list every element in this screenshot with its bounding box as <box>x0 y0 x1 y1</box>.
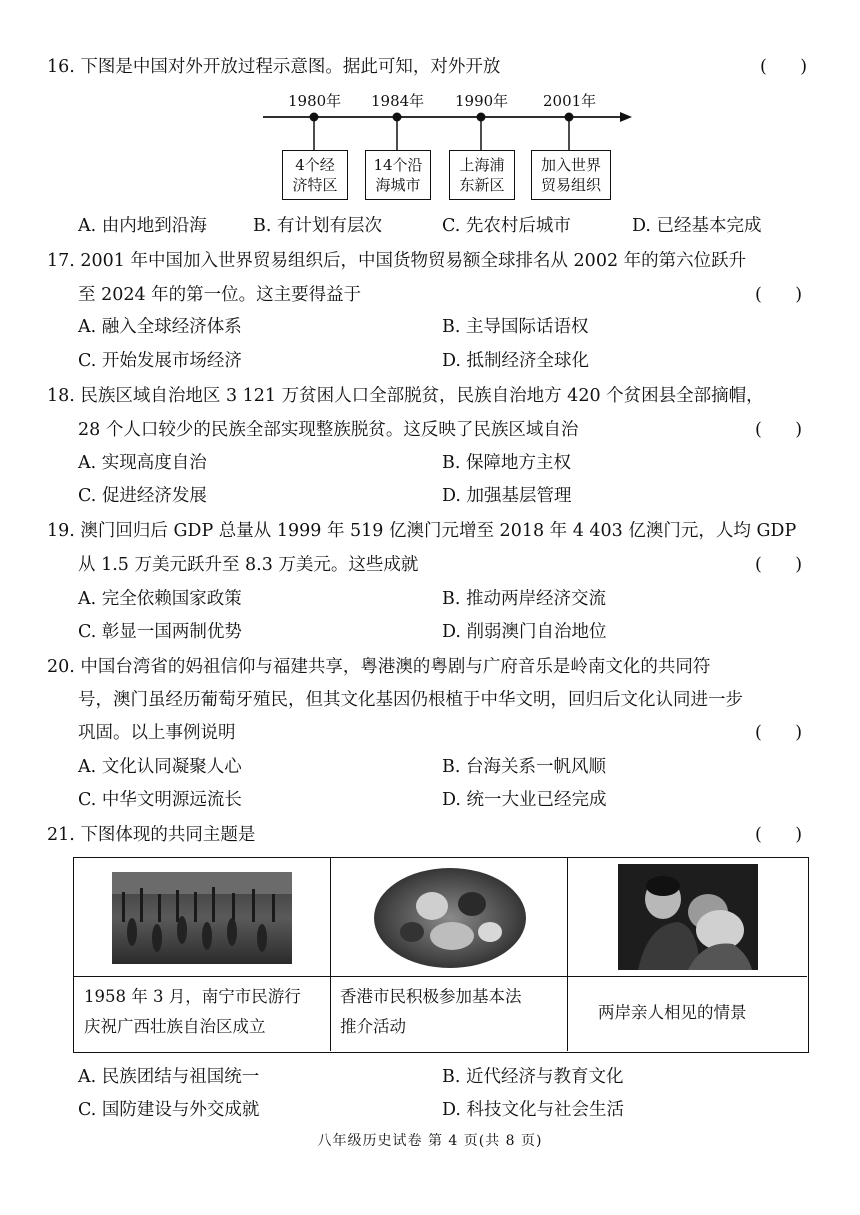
q17-option-b[interactable]: B. 主导国际话语权 <box>442 317 589 337</box>
hongkong-crowd-photo <box>372 866 528 970</box>
q17-answer-bracket[interactable]: ( ) <box>755 285 803 305</box>
timeline-year: 1990年 <box>455 92 509 110</box>
q17-option-a[interactable]: A. 融入全球经济体系 <box>78 317 242 337</box>
event-line: 东新区 <box>459 176 505 194</box>
q20-option-c[interactable]: C. 中华文明源远流长 <box>78 790 242 810</box>
q16-option-d[interactable]: D. 已经基本完成 <box>632 216 762 236</box>
event-line: 海城市 <box>375 176 421 194</box>
event-line: 贸易组织 <box>540 176 601 194</box>
photo3-caption <box>598 998 747 1028</box>
q18-option-c[interactable]: C. 促进经济发展 <box>78 486 207 506</box>
caption-line: 庆祝广西壮族自治区成立 <box>84 1017 266 1036</box>
q20-stem-line: 20. 中国台湾省的妈祖信仰与福建共享，粤港澳的粤剧与广府音乐是岭南文化的共同符 <box>47 657 711 677</box>
timeline-event-box <box>449 150 515 200</box>
q21-answer-bracket[interactable]: ( ) <box>755 825 803 845</box>
timeline-event-box <box>282 150 348 200</box>
q20-stem-line: 巩固。以上事例说明 <box>78 723 236 743</box>
q17-option-d[interactable]: D. 抵制经济全球化 <box>442 351 590 371</box>
event-line: 14个沿 <box>373 156 423 174</box>
q18-stem-line: 18. 民族区域自治地区 3 121 万贫困人口全部脱贫，民族自治地方 420 个贫困县全部摘帽， <box>47 386 764 406</box>
timeline-event-box <box>365 150 431 200</box>
timeline-year: 1980年 <box>288 92 342 110</box>
q19-option-b[interactable]: B. 推动两岸经济交流 <box>442 589 606 609</box>
q20-answer-bracket[interactable]: ( ) <box>755 723 803 743</box>
timeline-event-box <box>531 150 611 200</box>
q20-option-a[interactable]: A. 文化认同凝聚人心 <box>78 757 242 777</box>
q16-option-a[interactable]: A. 由内地到沿海 <box>78 216 207 236</box>
event-line: 4个经 <box>295 156 335 174</box>
q16-option-c[interactable]: C. 先农村后城市 <box>442 216 571 236</box>
caption-line: 香港市民积极参加基本法 <box>340 987 522 1006</box>
q19-option-a[interactable]: A. 完全依赖国家政策 <box>78 589 242 609</box>
q17-option-c[interactable]: C. 开始发展市场经济 <box>78 351 242 371</box>
event-line: 加入世界 <box>540 156 601 174</box>
q16-option-b[interactable]: B. 有计划有层次 <box>253 216 382 236</box>
timeline-year: 1984年 <box>371 92 425 110</box>
q19-stem-line: 19. 澳门回归后 GDP 总量从 1999 年 519 亿澳门元增至 2018 年 4 403 亿澳门元，人均 GDP <box>47 521 797 541</box>
q20-option-b[interactable]: B. 台海关系一帆风顺 <box>442 757 606 777</box>
q18-answer-bracket[interactable]: ( ) <box>755 420 803 440</box>
q21-stem: 21. 下图体现的共同主题是 <box>47 825 256 845</box>
q19-answer-bracket[interactable]: ( ) <box>755 555 803 575</box>
q18-option-a[interactable]: A. 实现高度自治 <box>78 453 207 473</box>
parade-photo <box>112 872 292 964</box>
event-line: 上海浦 <box>459 156 505 174</box>
page-footer: 八年级历史试卷 第 4 页(共 8 页) <box>317 1133 543 1149</box>
event-line: 济特区 <box>292 176 338 194</box>
q21-option-c[interactable]: C. 国防建设与外交成就 <box>78 1100 260 1120</box>
photo2-caption <box>340 982 522 1042</box>
q19-option-c[interactable]: C. 彰显一国两制优势 <box>78 622 242 642</box>
q18-stem-line: 28 个人口较少的民族全部实现整族脱贫。这反映了民族区域自治 <box>78 420 579 440</box>
caption-line: 1958 年 3 月，南宁市民游行 <box>84 987 301 1006</box>
q17-stem-line: 至 2024 年的第一位。这主要得益于 <box>78 285 362 305</box>
caption-line: 推介活动 <box>340 1017 406 1036</box>
photo1-caption <box>84 982 301 1042</box>
q19-stem-line: 从 1.5 万美元跃升至 8.3 万美元。这些成就 <box>78 555 419 575</box>
q20-option-d[interactable]: D. 统一大业已经完成 <box>442 790 607 810</box>
q16-answer-bracket[interactable]: ( ) <box>760 57 808 77</box>
q20-stem-line: 号，澳门虽经历葡萄牙殖民，但其文化基因仍根植于中华文明，回归后文化认同进一步 <box>78 690 743 710</box>
q21-option-b[interactable]: B. 近代经济与教育文化 <box>442 1067 624 1087</box>
q18-option-b[interactable]: B. 保障地方主权 <box>442 453 571 473</box>
q18-option-d[interactable]: D. 加强基层管理 <box>442 486 572 506</box>
q21-option-d[interactable]: D. 科技文化与社会生活 <box>442 1100 625 1120</box>
relatives-meeting-photo <box>618 864 758 970</box>
q19-option-d[interactable]: D. 削弱澳门自治地位 <box>442 622 607 642</box>
q16-stem: 16. 下图是中国对外开放过程示意图。据此可知，对外开放 <box>47 57 501 77</box>
caption-line: 两岸亲人相见的情景 <box>598 1003 747 1022</box>
q21-option-a[interactable]: A. 民族团结与祖国统一 <box>78 1067 260 1087</box>
q17-stem-line: 17. 2001 年中国加入世界贸易组织后，中国货物贸易额全球排名从 2002 年的第六位跃升 <box>47 251 747 271</box>
timeline-year: 2001年 <box>543 92 597 110</box>
q21-image-table <box>73 857 809 1053</box>
